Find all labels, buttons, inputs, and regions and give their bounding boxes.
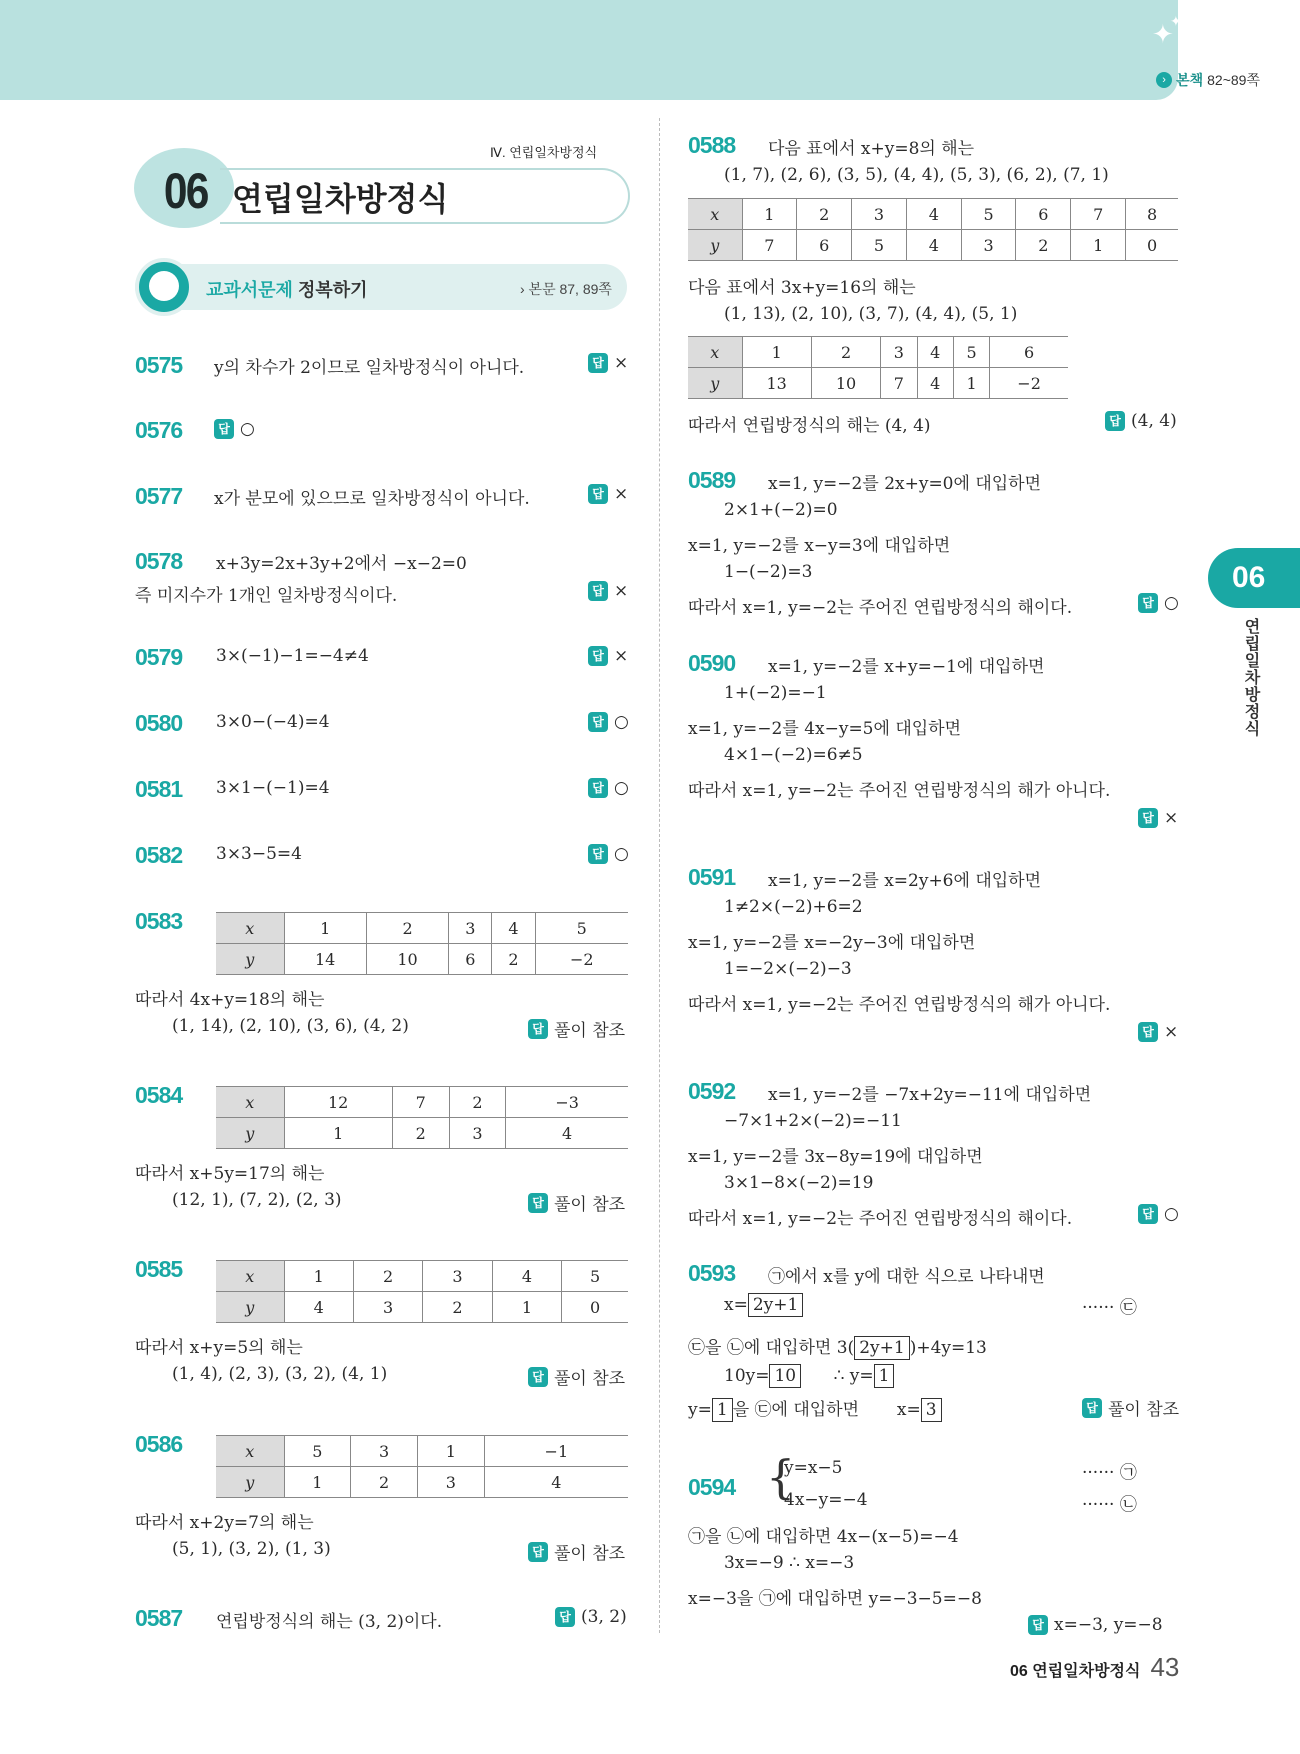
table-cell: 3	[353, 1292, 422, 1323]
problem-line: x=1, y=−2를 x=−2y−3에 대입하면	[688, 933, 976, 953]
answer-value: ○	[1164, 1204, 1179, 1224]
problem-number: 0580	[135, 710, 183, 736]
problem-number: 0588	[688, 132, 736, 158]
book-label: 본책	[1176, 72, 1204, 88]
header-band	[0, 0, 1178, 100]
table-cell: 6	[449, 944, 492, 975]
problem-number: 0584	[135, 1082, 183, 1108]
table-cell: 13	[742, 368, 811, 399]
table-cell: 5	[961, 199, 1016, 230]
answer	[588, 844, 629, 864]
table-header: y	[216, 944, 284, 975]
table-header: x	[216, 913, 284, 944]
problem-line: x=1, y=−2를 x+y=−1에 대입하면	[768, 657, 1045, 677]
table-cell: 10	[811, 368, 880, 399]
table-cell: 1	[953, 368, 989, 399]
answer-value: ×	[614, 581, 629, 601]
answer-badge-icon: 답	[588, 581, 608, 601]
problem-number: 0587	[135, 1605, 183, 1631]
problem-line: 따라서 x+5y=17의 해는	[135, 1164, 325, 1184]
answer-box: 2y+1	[748, 1293, 803, 1317]
problem-text: 3×3−5=4	[216, 844, 302, 864]
problem-number: 0594	[688, 1474, 736, 1500]
answer-badge-icon: 답	[1105, 411, 1125, 431]
system-equation: y=x−5	[784, 1458, 843, 1478]
table-cell: 14	[284, 944, 366, 975]
problem-line	[724, 1364, 894, 1388]
table-cell: 2	[353, 1261, 422, 1292]
value-table	[216, 1086, 628, 1149]
problem-line: ㉠에서 x를 y에 대한 식으로 나타내면	[768, 1267, 1045, 1287]
answer	[1138, 1204, 1179, 1224]
value-table	[688, 198, 1178, 261]
problem-number: 0593	[688, 1260, 736, 1286]
table-cell: 10	[366, 944, 448, 975]
table-cell: 4	[284, 1292, 353, 1323]
problem-number: 0578	[135, 548, 183, 574]
table-cell: 1	[742, 199, 797, 230]
answer-box: 2y+1	[854, 1336, 909, 1360]
answer-value: (4, 4)	[1131, 411, 1177, 431]
table-cell: 5	[953, 337, 989, 368]
table-cell: 7	[742, 230, 797, 261]
equation-marker: ······ ㉠	[1082, 1463, 1137, 1483]
answer	[588, 581, 628, 601]
table-cell: 4	[917, 337, 953, 368]
system-brace: {	[766, 1450, 796, 1504]
problem-line	[724, 1293, 803, 1317]
answer-box: 10	[769, 1364, 801, 1388]
expr-text: ㉢을 ㉡에 대입하면 3(	[688, 1338, 855, 1358]
answer	[1028, 1615, 1163, 1635]
column-divider	[659, 118, 660, 1633]
table-cell: 4	[906, 230, 961, 261]
answer	[588, 646, 628, 666]
problem-line: −7×1+2×(−2)=−11	[724, 1111, 902, 1131]
problem-number: 0590	[688, 650, 736, 676]
section-label	[206, 276, 368, 302]
answer-badge-icon: 답	[1138, 593, 1158, 613]
problem-line: 2×1+(−2)=0	[724, 500, 838, 520]
unit-label: Ⅳ. 연립일차방정식	[490, 145, 598, 160]
expr-text: 10y=	[724, 1366, 770, 1386]
table-cell: −2	[535, 944, 628, 975]
book-reference	[1156, 70, 1260, 90]
problem-number: 0591	[688, 864, 736, 890]
table-cell: 6	[797, 230, 852, 261]
system-equation: 4x−y=−4	[784, 1490, 868, 1510]
problem-line: 1=−2×(−2)−3	[724, 959, 852, 979]
arrow-icon: ›	[1156, 72, 1172, 88]
table-header: x	[216, 1261, 284, 1292]
table-cell: 0	[1126, 230, 1178, 261]
table-cell: 2	[797, 199, 852, 230]
problem-text: x가 분모에 있으므로 일차방정식이 아니다.	[214, 489, 530, 509]
answer-badge-icon: 답	[528, 1193, 548, 1213]
sparkle-icon: ✦	[1152, 20, 1174, 50]
problem-line	[688, 1395, 942, 1422]
problem-text: y의 차수가 2이므로 일차방정식이 아니다.	[214, 358, 525, 378]
table-cell: 7	[1071, 199, 1126, 230]
table-cell: 4	[492, 1261, 561, 1292]
table-cell: 7	[881, 368, 917, 399]
problem-line: 즉 미지수가 1개인 일차방정식이다.	[135, 586, 398, 606]
expr-text: x=	[724, 1295, 748, 1315]
problem-line: 1≠2×(−2)+6=2	[724, 897, 863, 917]
mascot-icon	[135, 258, 193, 316]
table-cell: 3	[423, 1261, 492, 1292]
answer-badge-icon: 답	[528, 1542, 548, 1562]
table-cell: 4	[492, 913, 535, 944]
table-header: x	[688, 337, 742, 368]
table-cell: −1	[484, 1436, 628, 1467]
answer	[528, 1539, 625, 1564]
problem-number: 0579	[135, 644, 183, 670]
problem-line: x=1, y=−2를 −7x+2y=−11에 대입하면	[768, 1085, 1092, 1105]
problem-line: 따라서 x+y=5의 해는	[135, 1338, 303, 1358]
table-cell: 8	[1126, 199, 1178, 230]
expr-text: )+4y=13	[909, 1338, 987, 1358]
section-label-main: 교과서문제	[206, 280, 293, 300]
table-header: y	[216, 1292, 284, 1323]
table-header: y	[216, 1467, 284, 1498]
table-cell: 5	[852, 230, 907, 261]
problem-line: x=1, y=−2를 x−y=3에 대입하면	[688, 536, 951, 556]
chapter-title: 연립일차방정식	[232, 181, 449, 217]
problem-number: 0577	[135, 483, 183, 509]
table-cell: 2	[366, 913, 448, 944]
table-cell: 6	[1016, 199, 1071, 230]
equation-marker: ······ ㉢	[1082, 1298, 1137, 1318]
sparkle-icon: ✦	[192, 132, 209, 156]
section-reference: › 본문 87, 89쪽	[520, 281, 612, 297]
answer-badge-icon: 답	[1082, 1398, 1102, 1418]
sparkle-icon: ✦	[1170, 14, 1182, 30]
problem-line: 다음 표에서 x+y=8의 해는	[768, 139, 975, 159]
chapter-tab-title: 연립일차방정식	[1242, 618, 1259, 737]
answer-value: ×	[614, 484, 629, 504]
table-cell: 2	[449, 1087, 506, 1118]
problem-line: 따라서 x=1, y=−2는 주어진 연립방정식의 해이다.	[688, 598, 1073, 618]
table-cell: 1	[742, 337, 811, 368]
answer-value: 풀이 참조	[554, 1021, 626, 1041]
answer	[528, 1190, 625, 1215]
answer	[1105, 411, 1177, 431]
answer	[588, 712, 629, 732]
answer-value: ○	[1164, 593, 1179, 613]
answer-value: 풀이 참조	[554, 1369, 626, 1389]
answer-badge-icon: 답	[1138, 1022, 1158, 1042]
problem-line: (1, 4), (2, 3), (3, 2), (4, 1)	[172, 1364, 388, 1384]
problem-line: 1+(−2)=−1	[724, 683, 827, 703]
answer-value: 풀이 참조	[1108, 1400, 1180, 1420]
answer-value: ×	[614, 646, 629, 666]
answer-badge-icon: 답	[214, 419, 234, 439]
table-cell: 5	[535, 913, 628, 944]
problem-line: (1, 14), (2, 10), (3, 6), (4, 2)	[172, 1016, 409, 1036]
table-cell: 2	[423, 1292, 492, 1323]
table-cell: 3	[417, 1467, 484, 1498]
problem-line: x=1, y=−2를 x=2y+6에 대입하면	[768, 871, 1042, 891]
answer-badge-icon: 답	[588, 646, 608, 666]
table-cell: 2	[392, 1118, 449, 1149]
problem-number: 0575	[135, 352, 183, 378]
answer-value: (3, 2)	[581, 1607, 627, 1627]
table-cell: 3	[449, 913, 492, 944]
answer	[1138, 1022, 1178, 1042]
answer	[528, 1016, 625, 1041]
problem-line: ㉠을 ㉡에 대입하면 4x−(x−5)=−4	[688, 1527, 959, 1547]
table-cell: 1	[417, 1436, 484, 1467]
answer-badge-icon: 답	[555, 1607, 575, 1627]
answer-badge-icon: 답	[1138, 808, 1158, 828]
answer-badge-icon: 답	[588, 778, 608, 798]
answer-value: ○	[614, 778, 629, 798]
table-cell: −3	[506, 1087, 628, 1118]
table-header: y	[688, 368, 742, 399]
problem-line: 3x=−9 ∴ x=−3	[724, 1553, 855, 1573]
page-footer	[1010, 1652, 1179, 1683]
answer-value: x=−3, y=−8	[1054, 1615, 1163, 1635]
problem-line: 다음 표에서 3x+y=16의 해는	[688, 278, 916, 298]
chapter-tab[interactable]: 06	[1208, 548, 1300, 608]
table-header: x	[216, 1087, 284, 1118]
answer-value: ○	[614, 844, 629, 864]
problem-line: 1−(−2)=3	[724, 562, 813, 582]
expr-text: 을 ㉢에 대입하면	[732, 1400, 860, 1420]
problem-line: 따라서 x=1, y=−2는 주어진 연립방정식의 해가 아니다.	[688, 781, 1111, 801]
problem-number: 0592	[688, 1078, 736, 1104]
answer	[588, 484, 628, 504]
problem-number: 0581	[135, 776, 183, 802]
answer-box: 1	[874, 1364, 895, 1388]
answer-badge-icon: 답	[588, 484, 608, 504]
expr-text: y=	[688, 1400, 712, 1420]
answer-badge-icon: 답	[1028, 1615, 1048, 1635]
table-cell: 1	[284, 913, 366, 944]
table-cell: 5	[284, 1436, 351, 1467]
table-header: x	[216, 1436, 284, 1467]
answer	[588, 778, 629, 798]
problem-text: 3×1−(−1)=4	[216, 778, 330, 798]
answer-badge-icon: 답	[528, 1367, 548, 1387]
table-cell: 1	[284, 1261, 353, 1292]
problem-line: 따라서 x=1, y=−2는 주어진 연립방정식의 해가 아니다.	[688, 995, 1111, 1015]
table-cell: 3	[449, 1118, 506, 1149]
table-cell: 3	[961, 230, 1016, 261]
table-cell: 4	[506, 1118, 628, 1149]
problem-line: 4×1−(−2)=6≠5	[724, 745, 863, 765]
table-cell: 1	[284, 1467, 351, 1498]
table-header: y	[688, 230, 742, 261]
expr-text: ∴ y=	[833, 1366, 874, 1386]
answer-value: ×	[1164, 808, 1179, 828]
problem-line	[688, 1333, 987, 1360]
problem-number: 0589	[688, 467, 736, 493]
answer-value: 풀이 참조	[554, 1195, 626, 1215]
problem-line: 3×1−8×(−2)=19	[724, 1173, 874, 1193]
answer-badge-icon: 답	[588, 712, 608, 732]
problem-text: 3×0−(−4)=4	[216, 712, 330, 732]
table-header: x	[688, 199, 742, 230]
table-cell: 12	[284, 1087, 392, 1118]
problem-text: 3×(−1)−1=−4≠4	[216, 646, 369, 666]
book-pages: 82~89쪽	[1207, 72, 1260, 88]
answer-badge-icon: 답	[1138, 1204, 1158, 1224]
problem-line: 따라서 연립방정식의 해는 (4, 4)	[688, 416, 931, 436]
answer-box: 3	[921, 1398, 942, 1422]
problem-line: 따라서 x+2y=7의 해는	[135, 1513, 314, 1533]
page-number: 43	[1150, 1652, 1180, 1682]
section-label-sub: 정복하기	[297, 280, 368, 300]
answer	[1138, 593, 1179, 613]
value-table	[216, 912, 628, 975]
sparkle-icon: ✦	[126, 162, 140, 181]
answer-badge-icon: 답	[588, 353, 608, 373]
table-cell: 3	[852, 199, 907, 230]
problem-line: (12, 1), (7, 2), (2, 3)	[172, 1190, 342, 1210]
table-cell: 2	[811, 337, 880, 368]
table-cell: 3	[351, 1436, 418, 1467]
table-cell: −2	[990, 368, 1068, 399]
table-cell: 2	[492, 944, 535, 975]
table-cell: 7	[392, 1087, 449, 1118]
answer	[1082, 1395, 1179, 1420]
value-table	[216, 1260, 628, 1323]
table-cell: 3	[881, 337, 917, 368]
table-cell: 5	[562, 1261, 628, 1292]
problem-number: 0585	[135, 1256, 183, 1282]
expr-text: x=	[896, 1400, 921, 1420]
problem-line: (1, 13), (2, 10), (3, 7), (4, 4), (5, 1)	[724, 304, 1018, 324]
table-cell: 2	[351, 1467, 418, 1498]
problem-line: (1, 7), (2, 6), (3, 5), (4, 4), (5, 3), (6, 2), (7, 1)	[724, 165, 1109, 185]
problem-text: 연립방정식의 해는 (3, 2)이다.	[216, 1612, 443, 1632]
problem-line: x=1, y=−2를 4x−y=5에 대입하면	[688, 719, 962, 739]
problem-number: 0576	[135, 417, 183, 443]
answer-badge-icon: 답	[588, 844, 608, 864]
answer-value: 풀이 참조	[554, 1544, 626, 1564]
table-cell: 4	[917, 368, 953, 399]
answer-value: ○	[240, 419, 255, 439]
value-table	[216, 1435, 628, 1498]
table-cell: 2	[1016, 230, 1071, 261]
chapter-heading	[126, 132, 630, 230]
answer-value: ×	[1164, 1022, 1179, 1042]
answer-value: ○	[614, 712, 629, 732]
problem-line: x=1, y=−2를 3x−8y=19에 대입하면	[688, 1147, 983, 1167]
problem-line: x=1, y=−2를 2x+y=0에 대입하면	[768, 474, 1042, 494]
answer-badge-icon: 답	[528, 1019, 548, 1039]
problem-number: 0583	[135, 908, 183, 934]
problem-line: x+3y=2x+3y+2에서 −x−2=0	[216, 554, 467, 574]
table-cell: 1	[284, 1118, 392, 1149]
answer	[588, 353, 628, 373]
answer-value: ×	[614, 353, 629, 373]
answer-box: 1	[712, 1398, 733, 1422]
chapter-number: 06	[163, 163, 208, 219]
table-cell: 0	[562, 1292, 628, 1323]
table-cell: 1	[1071, 230, 1126, 261]
table-header: y	[216, 1118, 284, 1149]
footer-label: 06 연립일차방정식	[1010, 1663, 1141, 1680]
table-cell: 4	[484, 1467, 628, 1498]
answer	[528, 1364, 625, 1389]
problem-line: 따라서 4x+y=18의 해는	[135, 990, 325, 1010]
table-cell: 1	[492, 1292, 561, 1323]
problem-line: (5, 1), (3, 2), (1, 3)	[172, 1539, 331, 1559]
answer	[214, 419, 255, 439]
table-cell: 4	[906, 199, 961, 230]
answer	[1138, 808, 1178, 828]
value-table	[688, 336, 1068, 399]
equation-marker: ······ ㉡	[1082, 1495, 1137, 1515]
answer	[555, 1607, 627, 1627]
problem-line: x=−3을 ㉠에 대입하면 y=−3−5=−8	[688, 1589, 982, 1609]
problem-line: 따라서 x=1, y=−2는 주어진 연립방정식의 해이다.	[688, 1209, 1073, 1229]
problem-number: 0586	[135, 1431, 183, 1457]
table-cell: 6	[990, 337, 1068, 368]
problem-number: 0582	[135, 842, 183, 868]
